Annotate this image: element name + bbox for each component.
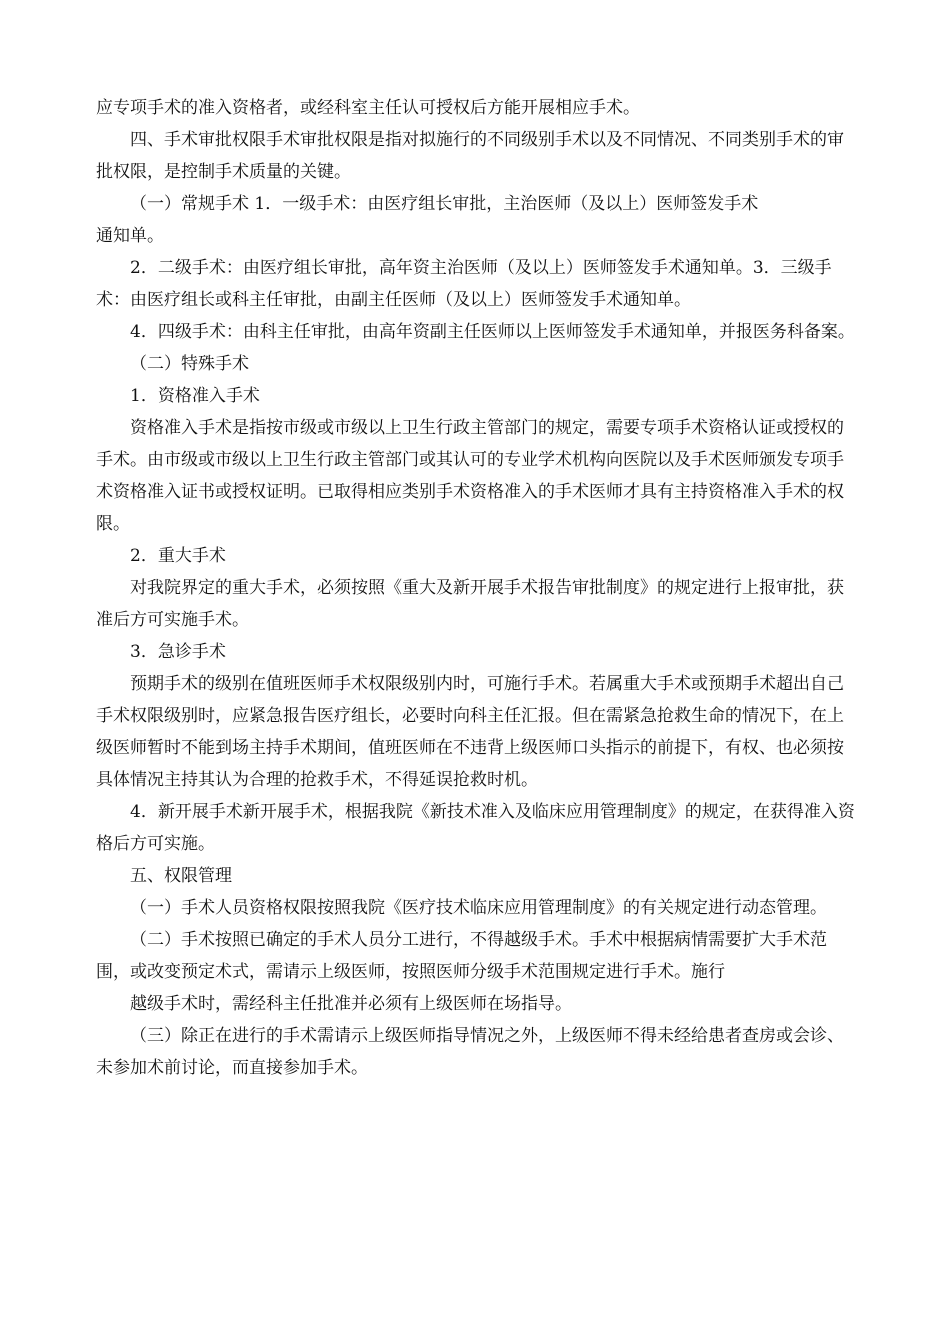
paragraph: 预期手术的级别在值班医师手术权限级别内时，可施行手术。若属重大手术或预期手术超出自己手术权限级别时，应紧急报告医疗组长，必要时向科主任汇报。但在需紧急抢救生命的情况下，在上级医师暂时不能到场主持手术期间，值班医师在不违背上级医师口头指示的前提下，有权、也必须按具体情况主持其认为合理的抢救手术，不得延误抢救时机。 [96,674,844,790]
paragraph: （一）常规手术 1．一级手术：由医疗组长审批，主治医师（及以上）医师签发手术 [130,194,759,214]
section-heading-management: 五、权限管理 [130,866,232,886]
paragraph: 通知单。 [96,226,164,246]
paragraph: （一）手术人员资格权限按照我院《医疗技术临床应用管理制度》的有关规定进行动态管理。 [130,898,827,918]
subheading-qualification: 1．资格准入手术 [130,386,260,406]
paragraph: 资格准入手术是指按市级或市级以上卫生行政主管部门的规定，需要专项手术资格认证或授权的手术。由市级或市级以上卫生行政主管部门或其认可的专业学术机构向医院以及手术医师颁发专项手术资格准入证书或授权证明。已取得相应类别手术资格准入的手术医师才具有主持资格准入手术的权限。 [96,418,844,534]
paragraph: （三）除正在进行的手术需请示上级医师指导情况之外，上级医师不得未经给患者查房或会诊、未参加术前讨论，而直接参加手术。 [96,1026,844,1078]
paragraph: 2．二级手术：由医疗组长审批，高年资主治医师（及以上）医师签发手术通知单。3．三级手术：由医疗组长或科主任审批，由副主任医师（及以上）医师签发手术通知单。 [96,258,832,310]
paragraph: 应专项手术的准入资格者，或经科室主任认可授权后方能开展相应手术。 [96,98,640,118]
paragraph: 4．四级手术：由科主任审批，由高年资副主任医师以上医师签发手术通知单，并报医务科备案。 [130,322,855,342]
subheading-emergency-surgery: 3．急诊手术 [130,642,226,662]
paragraph: 越级手术时，需经科主任批准并必须有上级医师在场指导。 [130,994,572,1014]
document-body [96,92,856,1084]
paragraph: （二）手术按照已确定的手术人员分工进行，不得越级手术。手术中根据病情需要扩大手术范围，或改变预定术式，需请示上级医师，按照医师分级手术范围规定进行手术。施行 [96,930,827,982]
subheading-special-surgery: （二）特殊手术 [130,354,249,374]
paragraph: 4．新开展手术新开展手术，根据我院《新技术准入及临床应用管理制度》的规定，在获得准入资格后方可实施。 [96,802,855,854]
section-heading-approval: 四、手术审批权限手术审批权限是指对拟施行的不同级别手术以及不同情况、不同类别手术的审批权限，是控制手术质量的关键。 [96,130,844,182]
subheading-major-surgery: 2．重大手术 [130,546,226,566]
paragraph: 对我院界定的重大手术，必须按照《重大及新开展手术报告审批制度》的规定进行上报审批，获准后方可实施手术。 [96,578,844,630]
